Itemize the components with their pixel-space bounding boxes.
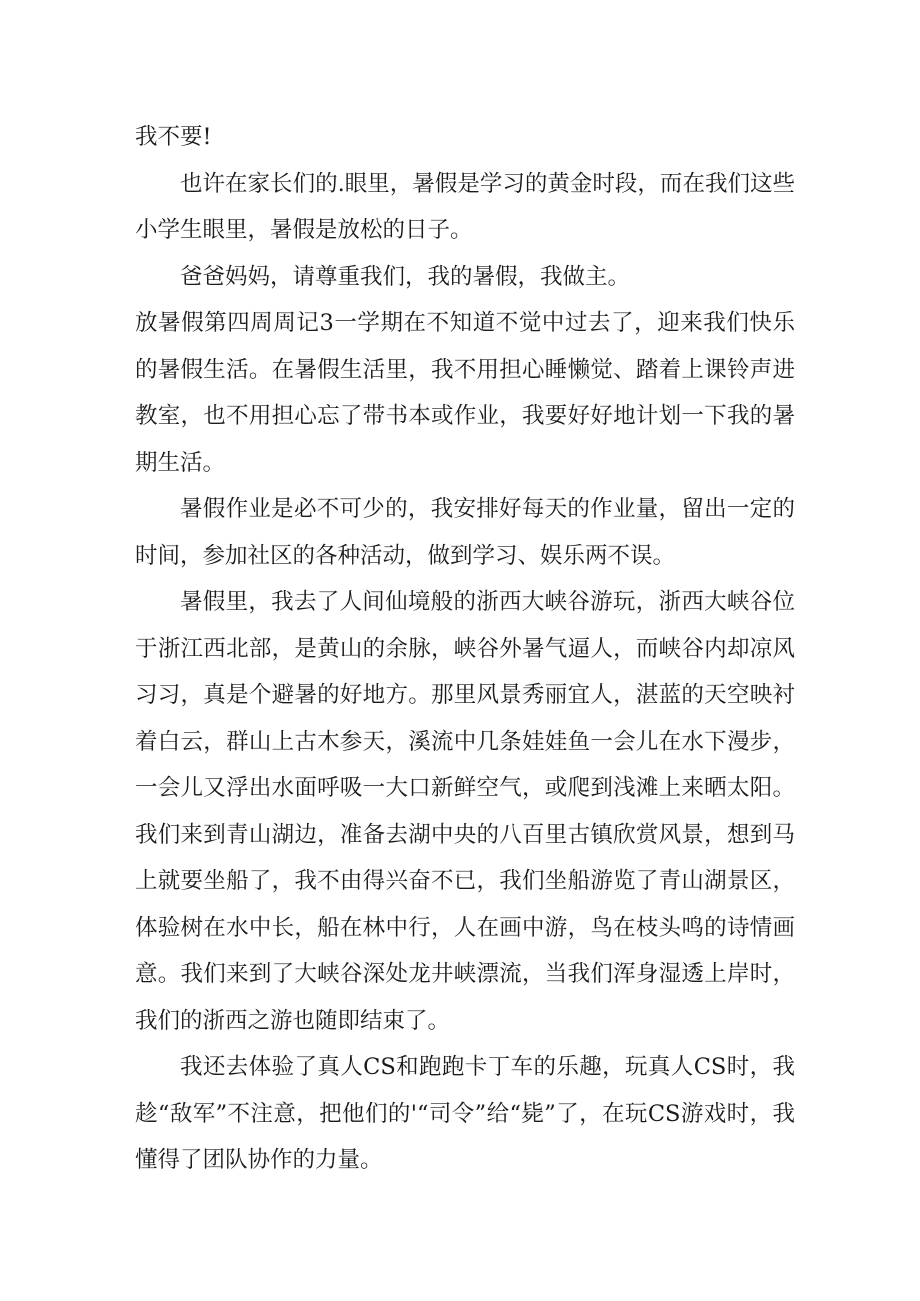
paragraph-5: 暑假作业是必不可少的，我安排好每天的作业量，留出一定的时间，参加社区的各种活动，做到学习、娱乐两不误。	[135, 496, 795, 569]
document-body	[135, 114, 795, 1184]
paragraph-4: 放暑假第四周周记3一学期在不知道不觉中过去了，迎来我们快乐的暑假生活。在暑假生活里，我不用担心睡懒觉、踏着上课铃声进教室，也不用担心忘了带书本或作业，我要好好地计划一下我的暑期生活。	[135, 310, 795, 476]
paragraph-2: 也许在家长们的.眼里，暑假是学习的黄金时段，而在我们这些小学生眼里，暑假是放松的日子。	[135, 170, 795, 243]
paragraph-3: 爸爸妈妈，请尊重我们，我的暑假，我做主。	[180, 263, 631, 290]
paragraph-1: 我不要!	[135, 124, 212, 150]
paragraph-7: 我还去体验了真人CS和跑跑卡丁车的乐趣，玩真人CS时，我趁“敌军”不注意，把他们的'“司令”给“毙”了，在玩CS游戏时，我懂得了团队协作的力量。	[135, 1054, 795, 1173]
paragraph-6: 暑假里，我去了人间仙境般的浙西大峡谷游玩，浙西大峡谷位于浙江西北部，是黄山的余脉，峡谷外暑气逼人，而峡谷内却凉风习习，真是个避暑的好地方。那里风景秀丽宜人，湛蓝的天空映衬着白云，群山上古木参天，溪流中几条娃娃鱼一会儿在水下漫步，一会儿又浮出水面呼吸一大口新鲜空气，或爬到浅滩上来晒太阳。我们来到青山湖边，准备去湖中央的八百里古镇欣赏风景，想到马上就要坐船了，我不由得兴奋不已，我们坐船游览了青山湖景区，体验树在水中长，船在林中行，人在画中游，鸟在枝头鸣的诗情画意。我们来到了大峡谷深处龙井峡漂流，当我们浑身湿透上岸时，我们的浙西之游也随即结束了。	[135, 589, 795, 1034]
